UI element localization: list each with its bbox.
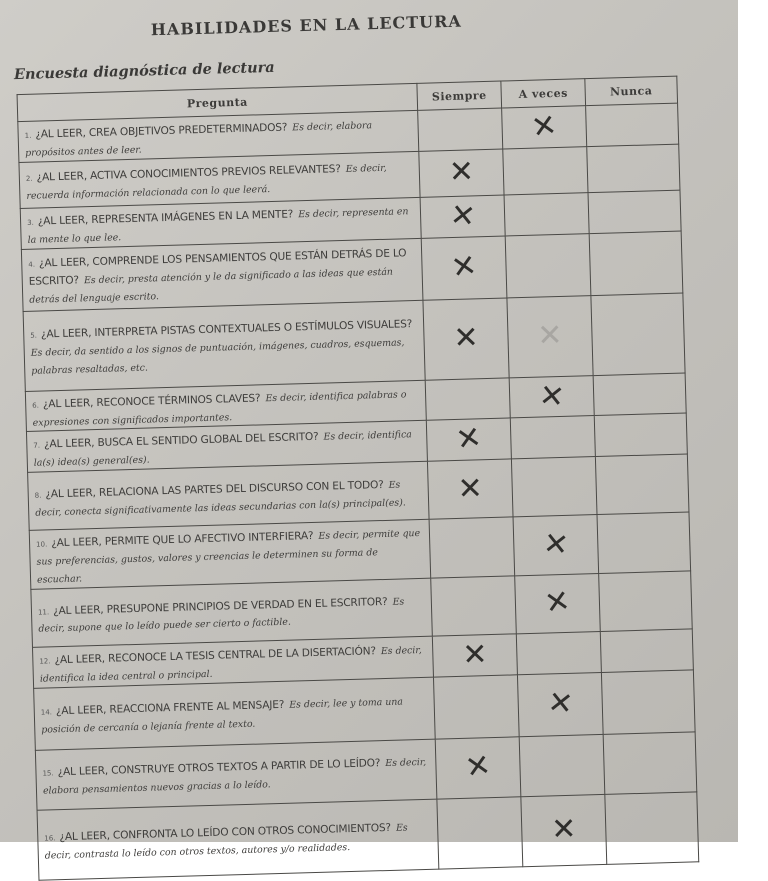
answer-cell-a-veces[interactable] — [517, 672, 603, 736]
question-text: ¿AL LEER, RECONOCE TÉRMINOS CLAVES? — [42, 392, 261, 411]
answer-cell-nunca[interactable] — [595, 454, 689, 515]
question-cell — [35, 739, 437, 810]
answer-cell-a-veces[interactable] — [516, 631, 601, 674]
answer-cell-a-veces[interactable] — [521, 794, 607, 866]
question-detail: Es decir, identifica palabras o expresiones con significados importantes. — [32, 388, 407, 429]
answer-cell-nunca[interactable] — [597, 512, 691, 573]
question-text: ¿AL LEER, CREA OBJETIVOS PREDETERMINADOS? — [35, 121, 288, 141]
question-text: ¿AL LEER, REACCIONA FRENTE AL MENSAJE? — [55, 699, 285, 718]
x-mark-icon: ✕ — [448, 154, 475, 191]
question-detail: Es decir, representa en la mente lo que lee. — [27, 205, 409, 246]
question-cell — [37, 799, 439, 880]
answer-cell-a-veces[interactable] — [515, 573, 601, 633]
answer-cell-siempre[interactable] — [431, 576, 517, 636]
question-detail: Es decir, lee y toma una posición de cercanía o lejanía frente al texto. — [41, 696, 404, 736]
question-text: ¿AL LEER, PRESUPONE PRINCIPIOS DE VERDAD EN EL ESCRITOR? — [52, 595, 388, 617]
answer-cell-a-veces[interactable] — [504, 192, 589, 235]
question-number: 15. — [42, 769, 54, 778]
answer-cell-nunca[interactable] — [594, 413, 687, 456]
answer-cell-nunca[interactable] — [586, 103, 679, 146]
answer-cell-siempre[interactable] — [427, 459, 513, 519]
question-detail: Es decir, elabora propósitos antes de leer. — [25, 120, 373, 159]
x-mark-icon: ✕ — [453, 420, 485, 459]
question-text: ¿AL LEER, REPRESENTA IMÁGENES EN LA MENTE? — [37, 208, 294, 228]
survey-table — [17, 76, 700, 881]
x-mark-icon: ✕ — [448, 197, 478, 235]
question-number: 6. — [32, 401, 40, 410]
question-number: 2. — [25, 175, 33, 184]
x-mark-icon: ✕ — [550, 812, 577, 848]
question-text: ¿AL LEER, COMPRENDE LOS PENSAMIENTOS QUE ESTÁN DETRÁS DE LO ESCRITO? — [28, 247, 407, 288]
answer-cell-a-veces[interactable] — [510, 416, 595, 459]
question-text: ¿AL LEER, ACTIVA CONOCIMIENTOS PREVIOS RELEVANTES? — [36, 163, 341, 184]
answer-cell-siempre[interactable] — [419, 149, 504, 197]
question-detail: Es decir, presta atención y le da significado a las ideas que están detrás del lenguaje escrito. — [29, 266, 394, 306]
header-question: Pregunta — [17, 83, 418, 121]
question-number: 12. — [39, 657, 51, 666]
answer-cell-a-veces[interactable] — [519, 734, 605, 796]
x-mark-icon: ✕ — [452, 320, 480, 357]
question-text: ¿AL LEER, CONSTRUYE OTROS TEXTOS A PARTIR DE LO LEÍDO? — [57, 757, 381, 779]
answer-cell-siempre[interactable] — [432, 634, 517, 677]
answer-cell-siempre[interactable] — [418, 108, 503, 151]
answer-cell-a-veces[interactable] — [503, 146, 588, 194]
question-number: 5. — [30, 331, 38, 341]
page-title: HABILIDADES EN LA LECTURA — [150, 11, 463, 40]
question-detail: Es decir, recuerda información relacionada con lo que leerá. — [26, 163, 387, 203]
answer-cell-siempre[interactable] — [433, 675, 519, 739]
question-detail: Es decir, contrasta lo leído con otros textos, autores y/o realidades. — [44, 822, 408, 862]
answer-cell-nunca[interactable] — [605, 792, 699, 865]
question-cell — [23, 300, 425, 391]
answer-cell-a-veces[interactable] — [509, 375, 594, 418]
answer-cell-a-veces[interactable] — [513, 515, 599, 576]
question-detail: Es decir, permite que sus preferencias, gustos, valores y creencias le determinen su forma de escuchar. — [36, 528, 421, 586]
survey-subtitle: Encuesta diagnóstica de lectura — [13, 58, 275, 84]
question-text: ¿AL LEER, BUSCA EL SENTIDO GLOBAL DEL ESCRITO? — [43, 431, 319, 451]
answer-cell-siempre[interactable] — [429, 517, 515, 578]
question-number: 14. — [40, 708, 53, 718]
x-mark-icon: ✕ — [462, 747, 494, 787]
answer-cell-siempre[interactable] — [423, 298, 509, 380]
answer-cell-nunca[interactable] — [603, 732, 697, 795]
question-cell — [21, 238, 423, 311]
answer-cell-nunca[interactable] — [587, 144, 680, 193]
answer-cell-nunca[interactable] — [600, 629, 693, 672]
question-detail: Es decir, elabora pensamientos nuevos gracias a lo leído. — [42, 757, 427, 797]
x-mark-icon: ✕ — [542, 583, 573, 623]
x-mark-icon: ✕ — [537, 377, 567, 416]
answer-cell-a-veces[interactable] — [507, 295, 593, 377]
question-number: 4. — [28, 260, 36, 270]
question-text: ¿AL LEER, RECONOCE LA TESIS CENTRAL DE LA DISERTACIÓN? — [54, 645, 376, 667]
answer-cell-nunca[interactable] — [591, 293, 685, 376]
answer-cell-nunca[interactable] — [601, 670, 695, 735]
question-number: 1. — [24, 131, 32, 140]
answer-cell-siempre[interactable] — [437, 797, 523, 869]
question-number: 3. — [27, 218, 34, 227]
question-detail: Es decir, identifica la(s) idea(s) general(es). — [33, 429, 413, 470]
answer-cell-a-veces[interactable] — [511, 457, 597, 517]
answer-cell-a-veces[interactable] — [502, 106, 587, 149]
question-number: 10. — [36, 540, 48, 549]
answer-cell-a-veces[interactable] — [505, 233, 591, 297]
answer-cell-nunca[interactable] — [599, 571, 693, 632]
question-number: 7. — [33, 441, 41, 451]
x-mark-icon: ✕ — [457, 470, 484, 507]
question-detail: Es decir, conecta significativamente las ideas secundarias con la(s) principal(es). — [35, 479, 406, 519]
question-detail: Es decir, identifica la idea central o principal. — [39, 644, 422, 685]
question-number: 16. — [44, 834, 56, 843]
answer-cell-siempre[interactable] — [420, 195, 505, 238]
question-number: 11. — [37, 607, 50, 617]
answer-cell-siempre[interactable] — [421, 236, 507, 300]
question-text: ¿AL LEER, PERMITE QUE LO AFECTIVO INTERFIERA? — [51, 530, 314, 550]
answer-cell-siempre[interactable] — [426, 418, 511, 461]
question-number: 8. — [34, 491, 42, 500]
header-always: Siempre — [417, 81, 502, 110]
question-detail: Es decir, supone que lo leído puede ser cierto o factible. — [38, 596, 405, 636]
answer-cell-nunca[interactable] — [593, 373, 686, 416]
question-text: ¿AL LEER, INTERPRETA PISTAS CONTEXTUALES O ESTÍMULOS VISUALES? — [40, 318, 413, 341]
x-mark-icon: ✕ — [528, 107, 560, 147]
answer-cell-nunca[interactable] — [588, 190, 681, 233]
question-text: ¿AL LEER, RELACIONA LAS PARTES DEL DISCURSO CON EL TODO? — [45, 478, 384, 501]
x-mark-icon: ✕ — [541, 526, 571, 564]
answer-cell-siempre[interactable] — [435, 737, 521, 799]
question-text: ¿AL LEER, CONFRONTA LO LEÍDO CON OTROS CONOCIMIENTOS? — [59, 822, 392, 844]
header-never: Nunca — [585, 76, 678, 106]
x-mark-icon: ✕ — [448, 247, 480, 287]
question-cell — [34, 677, 436, 750]
question-detail: Es decir, da sentido a los signos de puntuación, imágenes, cuadros, esquemas, palabras resaltadas, etc. — [30, 337, 405, 377]
x-mark-icon: ✕ — [545, 685, 575, 723]
erased-mark-icon: ✕ — [536, 318, 564, 354]
answer-cell-nunca[interactable] — [589, 231, 683, 296]
answer-cell-siempre[interactable] — [425, 378, 510, 421]
x-mark-icon: ✕ — [461, 637, 488, 673]
header-sometimes: A veces — [501, 79, 586, 108]
